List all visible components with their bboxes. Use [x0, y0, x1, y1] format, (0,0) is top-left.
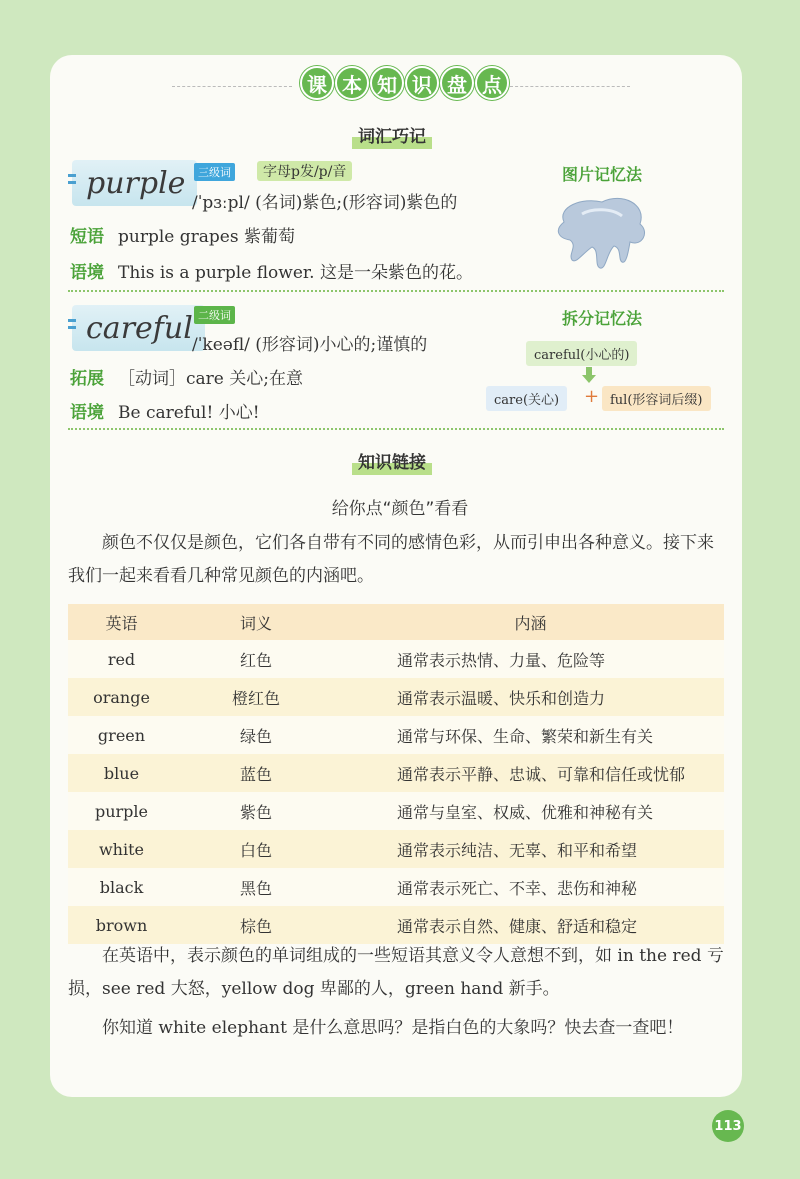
pronunciation-tag: 字母p发/p/音 [257, 161, 352, 181]
title-char: 课 [300, 66, 334, 100]
cell-english: blue [68, 754, 175, 792]
cell-meaning: 绿色 [175, 716, 337, 754]
plus-sign: + [584, 386, 600, 407]
row-text: Be careful! 小心! [118, 403, 260, 423]
table-row [68, 640, 724, 678]
level-badge: 三级词 [194, 163, 235, 181]
cell-connotation: 通常表示纯洁、无辜、和平和希望 [337, 830, 724, 868]
cell-meaning: 白色 [175, 830, 337, 868]
table-row [68, 716, 724, 754]
cell-english: green [68, 716, 175, 754]
row-label: 短语 [70, 227, 104, 247]
cell-english: white [68, 830, 175, 868]
split-whole-box: careful(小心的) [526, 341, 637, 366]
level-badge: 二级词 [194, 306, 235, 324]
title-char: 盘 [440, 66, 474, 100]
table-header: 词义 [175, 604, 337, 640]
row-text: This is a purple flower. 这是一朵紫色的花。 [118, 263, 473, 283]
table-row [68, 868, 724, 906]
intro-paragraph: 颜色不仅仅是颜色，它们各自带有不同的感情色彩，从而引申出各种意义。接下来我们一起来看看几种常见颜色的内涵吧。 [68, 533, 714, 586]
cell-meaning: 紫色 [175, 792, 337, 830]
row-label: 语境 [70, 403, 104, 423]
cell-connotation: 通常与环保、生命、繁荣和新生有关 [337, 716, 724, 754]
title-char: 识 [405, 66, 439, 100]
cell-meaning: 橙红色 [175, 678, 337, 716]
cell-connotation: 通常表示温暖、快乐和创造力 [337, 678, 724, 716]
row-label: 语境 [70, 263, 104, 283]
page-number: 113 [712, 1110, 744, 1142]
cell-meaning: 棕色 [175, 906, 337, 944]
table-row [68, 906, 724, 944]
cell-meaning: 蓝色 [175, 754, 337, 792]
word-card-careful [72, 305, 205, 351]
table-row [68, 792, 724, 830]
phonetic-definition: /ˈpɜːpl/ (名词)紫色;(形容词)紫色的 [192, 193, 458, 213]
split-part2-box: ful(形容词后缀) [602, 386, 711, 411]
cell-connotation: 通常表示死亡、不幸、悲伤和神秘 [337, 868, 724, 906]
arrow-down-icon [582, 367, 596, 383]
split-part1-box: care(关心) [486, 386, 567, 411]
row-label: 拓展 [70, 369, 104, 389]
knowledge-heading: 给你点“颜色”看看 [331, 499, 469, 519]
phrases-paragraph: 在英语中，表示颜色的单词组成的一些短语其意义令人意想不到，如 in the red 亏损，see red 大怒，yellow dog 卑鄙的人，green hand 新手。 [68, 946, 724, 999]
table-header: 内涵 [337, 604, 724, 640]
cell-connotation: 通常表示平静、忠诚、可靠和信任或忧郁 [337, 754, 724, 792]
question-paragraph: 你知道 white elephant 是什么意思吗？是指白色的大象吗？快去查一查吧！ [102, 1018, 684, 1038]
title-char: 知 [370, 66, 404, 100]
cell-connotation: 通常与皇室、权威、优雅和神秘有关 [337, 792, 724, 830]
word-text: careful [86, 310, 193, 346]
cell-english: brown [68, 906, 175, 944]
word-card-purple [72, 160, 197, 206]
word-marker-icon [68, 174, 76, 188]
title-char: 点 [475, 66, 509, 100]
cell-english: purple [68, 792, 175, 830]
memory-method-label: 图片记忆法 [562, 165, 643, 184]
row-text: ［动词］care 关心;在意 [118, 369, 303, 389]
vocab-section-title: 词汇巧记 [352, 122, 432, 149]
title-divider-left [172, 86, 292, 87]
table-header: 英语 [68, 604, 175, 640]
title-divider-right [510, 86, 630, 87]
cell-english: orange [68, 678, 175, 716]
row-text: purple grapes 紫葡萄 [118, 227, 295, 247]
cell-meaning: 红色 [175, 640, 337, 678]
divider [68, 290, 724, 292]
cell-english: red [68, 640, 175, 678]
title-char: 本 [335, 66, 369, 100]
cell-connotation: 通常表示自然、健康、舒适和稳定 [337, 906, 724, 944]
cell-meaning: 黑色 [175, 868, 337, 906]
cell-english: black [68, 868, 175, 906]
word-text: purple [86, 165, 186, 201]
table-row [68, 830, 724, 868]
memory-method-label: 拆分记忆法 [562, 309, 643, 328]
color-meaning-table [68, 604, 724, 944]
phonetic-definition: /ˈkeəfl/ (形容词)小心的;谨慎的 [192, 335, 428, 355]
paint-splash-icon [552, 192, 652, 274]
table-row [68, 678, 724, 716]
table-row [68, 754, 724, 792]
divider [68, 428, 724, 430]
knowledge-section-title: 知识链接 [352, 448, 432, 475]
cell-connotation: 通常表示热情、力量、危险等 [337, 640, 724, 678]
word-marker-icon [68, 319, 76, 333]
page-title [300, 66, 509, 100]
